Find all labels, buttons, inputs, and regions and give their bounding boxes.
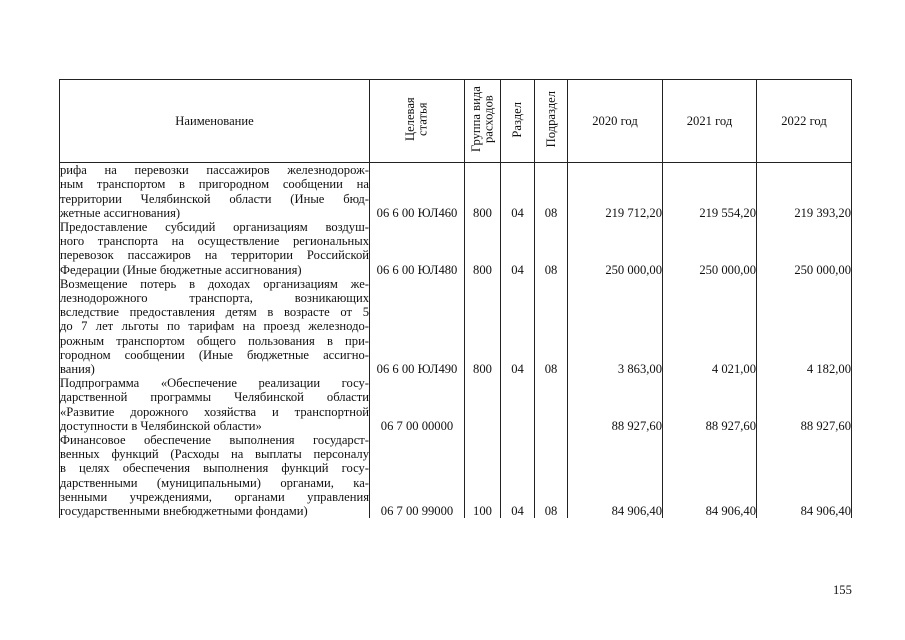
row-name xyxy=(60,376,370,433)
row-name-line: городном сообщении (Иные бюджетные ассигно- xyxy=(60,347,369,362)
row-2021: 88 927,60 xyxy=(663,376,757,433)
row-section: 04 xyxy=(501,277,535,376)
row-expense-group xyxy=(465,376,501,433)
header-subsection: Подраздел xyxy=(543,91,558,148)
row-name-line: Федерации (Иные бюджетные ассигнования) xyxy=(60,262,302,277)
row-name xyxy=(60,220,370,277)
row-name-line: рифа на перевозки пассажиров железнодорож- xyxy=(60,163,369,178)
header-2022: 2022 год xyxy=(757,80,852,163)
row-2022: 219 393,20 xyxy=(757,163,852,220)
header-section: Раздел xyxy=(510,101,525,138)
row-expense-group: 800 xyxy=(465,277,501,376)
row-name xyxy=(60,163,370,220)
row-name-line: вания) xyxy=(60,362,95,377)
header-expense-group: Группа вида расходов xyxy=(468,86,495,153)
row-expense-group: 800 xyxy=(465,220,501,277)
row-2020: 3 863,00 xyxy=(568,277,663,376)
row-name-line: дарственной программы Челябинской области xyxy=(60,390,369,405)
table-row xyxy=(60,433,852,518)
row-article: 06 6 00 ЮЛ490 xyxy=(370,277,465,376)
row-name-line: зенными учреждениями, органами управления xyxy=(60,489,369,504)
header-2020: 2020 год xyxy=(568,80,663,163)
row-article: 06 6 00 ЮЛ460 xyxy=(370,163,465,220)
table-row xyxy=(60,376,852,433)
row-2020: 84 906,40 xyxy=(568,433,663,518)
row-subsection xyxy=(535,376,568,433)
row-2021: 84 906,40 xyxy=(663,433,757,518)
row-2021: 4 021,00 xyxy=(663,277,757,376)
table-row xyxy=(60,277,852,376)
row-expense-group: 800 xyxy=(465,163,501,220)
row-2020: 219 712,20 xyxy=(568,163,663,220)
header-name: Наименование xyxy=(60,80,370,163)
row-subsection: 08 xyxy=(535,220,568,277)
row-2021: 219 554,20 xyxy=(663,163,757,220)
row-section: 04 xyxy=(501,163,535,220)
row-2021: 250 000,00 xyxy=(663,220,757,277)
row-2020: 250 000,00 xyxy=(568,220,663,277)
row-2022: 250 000,00 xyxy=(757,220,852,277)
row-name-line: Предоставление субсидий организациям воздуш- xyxy=(60,220,369,235)
row-name-line: венных функций (Расходы на выплаты персоналу xyxy=(60,447,369,462)
row-2022: 84 906,40 xyxy=(757,433,852,518)
row-name-line: до 7 лет льготы по тарифам на проезд железнодо- xyxy=(60,319,369,334)
row-name-line: вследствие предоставления детям в возрасте от 5 xyxy=(60,305,369,320)
row-article: 06 6 00 ЮЛ480 xyxy=(370,220,465,277)
row-subsection: 08 xyxy=(535,433,568,518)
row-2020: 88 927,60 xyxy=(568,376,663,433)
table-row xyxy=(60,220,852,277)
row-name-line: в целях обеспечения выполнения функций госу- xyxy=(60,461,369,476)
row-name-line: государственными внебюджетными фондами) xyxy=(60,504,308,519)
row-name-line: Возмещение потерь в доходах организациям же- xyxy=(60,276,369,291)
row-name xyxy=(60,433,370,518)
header-article: Целевая статья xyxy=(403,97,430,142)
row-subsection: 08 xyxy=(535,277,568,376)
row-name-line: ного транспорта на осуществление региональных xyxy=(60,234,369,249)
row-name-line: лезнодорожного транспорта, возникающих xyxy=(60,291,369,306)
row-section xyxy=(501,376,535,433)
row-name-line: «Развитие дорожного хозяйства и транспортной xyxy=(60,404,369,419)
row-name-line: ным транспортом в пригородном сообщении на xyxy=(60,177,369,192)
row-name xyxy=(60,277,370,376)
row-2022: 4 182,00 xyxy=(757,277,852,376)
row-article: 06 7 00 00000 xyxy=(370,376,465,433)
row-name-line: территории Челябинской области (Иные бюд- xyxy=(60,191,369,206)
row-name-line: Подпрограмма «Обеспечение реализации госу- xyxy=(60,376,369,391)
row-expense-group: 100 xyxy=(465,433,501,518)
row-subsection: 08 xyxy=(535,163,568,220)
row-article: 06 7 00 99000 xyxy=(370,433,465,518)
row-section: 04 xyxy=(501,220,535,277)
page-number: 155 xyxy=(833,583,852,597)
row-name-line: перевозок пассажиров на территории Российской xyxy=(60,248,369,263)
row-2022: 88 927,60 xyxy=(757,376,852,433)
row-name-line: рожным транспортом общего пользования в при- xyxy=(60,333,369,348)
table-row xyxy=(60,163,852,220)
row-name-line: жетные ассигнования) xyxy=(60,205,181,220)
row-name-line: дарственными (муниципальными) органами, ка- xyxy=(60,475,369,490)
header-2021: 2021 год xyxy=(663,80,757,163)
budget-table xyxy=(59,79,852,518)
row-name-line: доступности в Челябинской области» xyxy=(60,418,262,433)
row-name-line: Финансовое обеспечение выполнения государст- xyxy=(60,433,369,448)
row-section: 04 xyxy=(501,433,535,518)
header-row xyxy=(60,80,852,163)
